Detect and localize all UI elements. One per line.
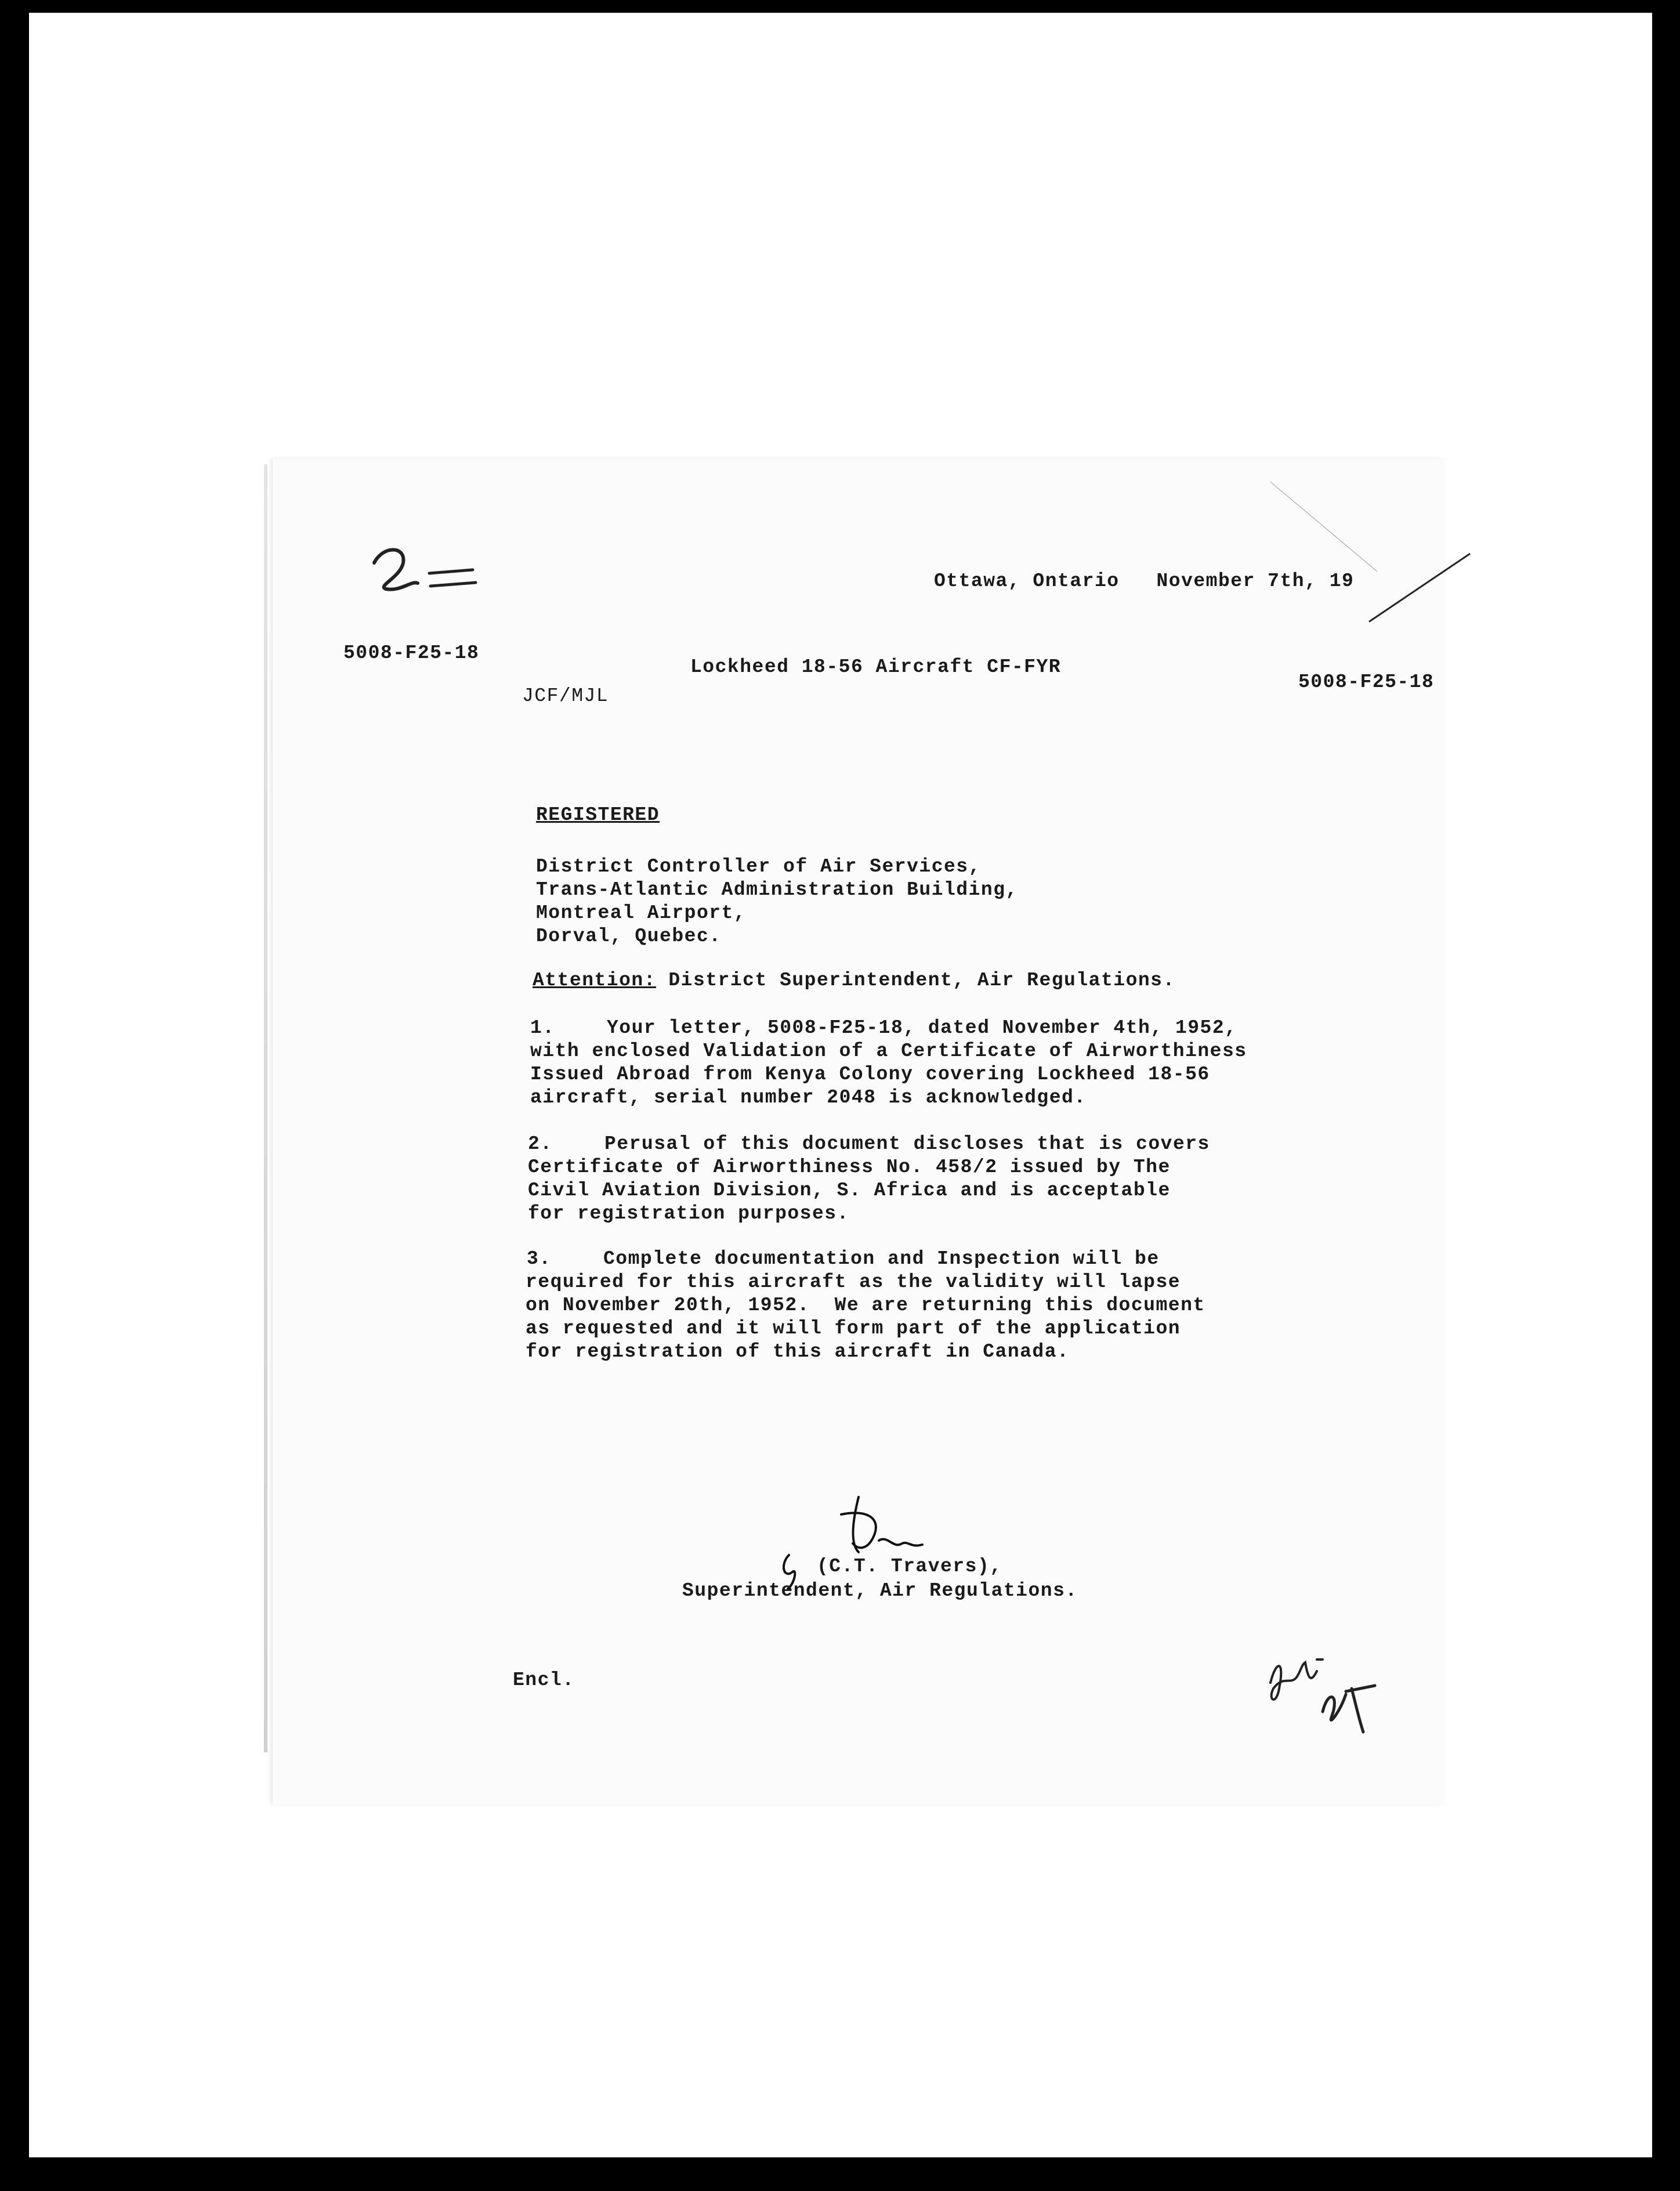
sheet-edge <box>264 464 267 1752</box>
paragraph-line: on November 20th, 1952. We are returning this document <box>526 1295 1205 1316</box>
handwritten-mark-top-left <box>365 540 487 603</box>
enclosure-note: Encl. <box>513 1669 575 1691</box>
registered-heading: REGISTERED <box>536 804 660 826</box>
paragraph-line: Complete documentation and Inspection will be <box>603 1248 1160 1270</box>
paragraph-number: 1. <box>530 1017 555 1039</box>
signatory-title: Superintendent, Air Regulations. <box>682 1580 1078 1601</box>
paragraph-line: for registration purposes. <box>528 1203 849 1224</box>
address-line: Trans-Atlantic Administration Building, <box>536 879 1018 901</box>
paragraph-line: required for this aircraft as the validity will lapse <box>526 1271 1181 1293</box>
paragraph-line: aircraft, serial number 2048 is acknowledged. <box>530 1087 1087 1108</box>
address-line: District Controller of Air Services, <box>536 856 981 877</box>
paragraph-line: with enclosed Validation of a Certificate of Airworthiness <box>530 1040 1247 1062</box>
paragraph-line: Certificate of Airworthiness No. 458/2 issued by The <box>528 1156 1171 1178</box>
paragraph-number: 2. <box>528 1133 553 1155</box>
attention-label: Attention: <box>533 970 657 991</box>
paragraph-number: 3. <box>527 1248 552 1270</box>
paragraph-line: for registration of this aircraft in Canada. <box>526 1341 1070 1362</box>
signatory-name: (C.T. Travers), <box>817 1556 1002 1577</box>
address-line: Dorval, Quebec. <box>536 925 722 947</box>
subject-line: Lockheed 18-56 Aircraft CF-FYR <box>690 656 1062 678</box>
attention-line <box>533 969 1175 992</box>
file-reference-left: 5008-F25-18 <box>343 642 480 664</box>
paragraph-line: as requested and it will form part of the application <box>526 1318 1181 1339</box>
paragraph-2 <box>528 1133 1210 1225</box>
paragraph-line: Civil Aviation Division, S. Africa and is acceptable <box>528 1180 1171 1201</box>
attention-text: District Superintendent, Air Regulations. <box>656 970 1175 991</box>
file-reference-right: 5008-F25-18 <box>1298 671 1435 693</box>
paragraph-line: Issued Abroad from Kenya Colony covering Lockheed 18-56 <box>530 1064 1210 1085</box>
paragraph-line: Your letter, 5008-F25-18, dated November 4th, 1952, <box>607 1017 1237 1039</box>
paragraph-1 <box>530 1017 1247 1109</box>
recipient-address <box>536 855 1018 948</box>
paragraph-3 <box>526 1248 1205 1364</box>
address-line: Montreal Airport, <box>536 902 747 924</box>
place-and-date: Ottawa, Ontario November 7th, 19 <box>934 570 1355 592</box>
handwritten-initials-bottom-right <box>1259 1625 1392 1741</box>
paragraph-line: Perusal of this document discloses that is covers <box>604 1133 1210 1155</box>
typist-initials: JCF/MJL <box>522 685 609 707</box>
